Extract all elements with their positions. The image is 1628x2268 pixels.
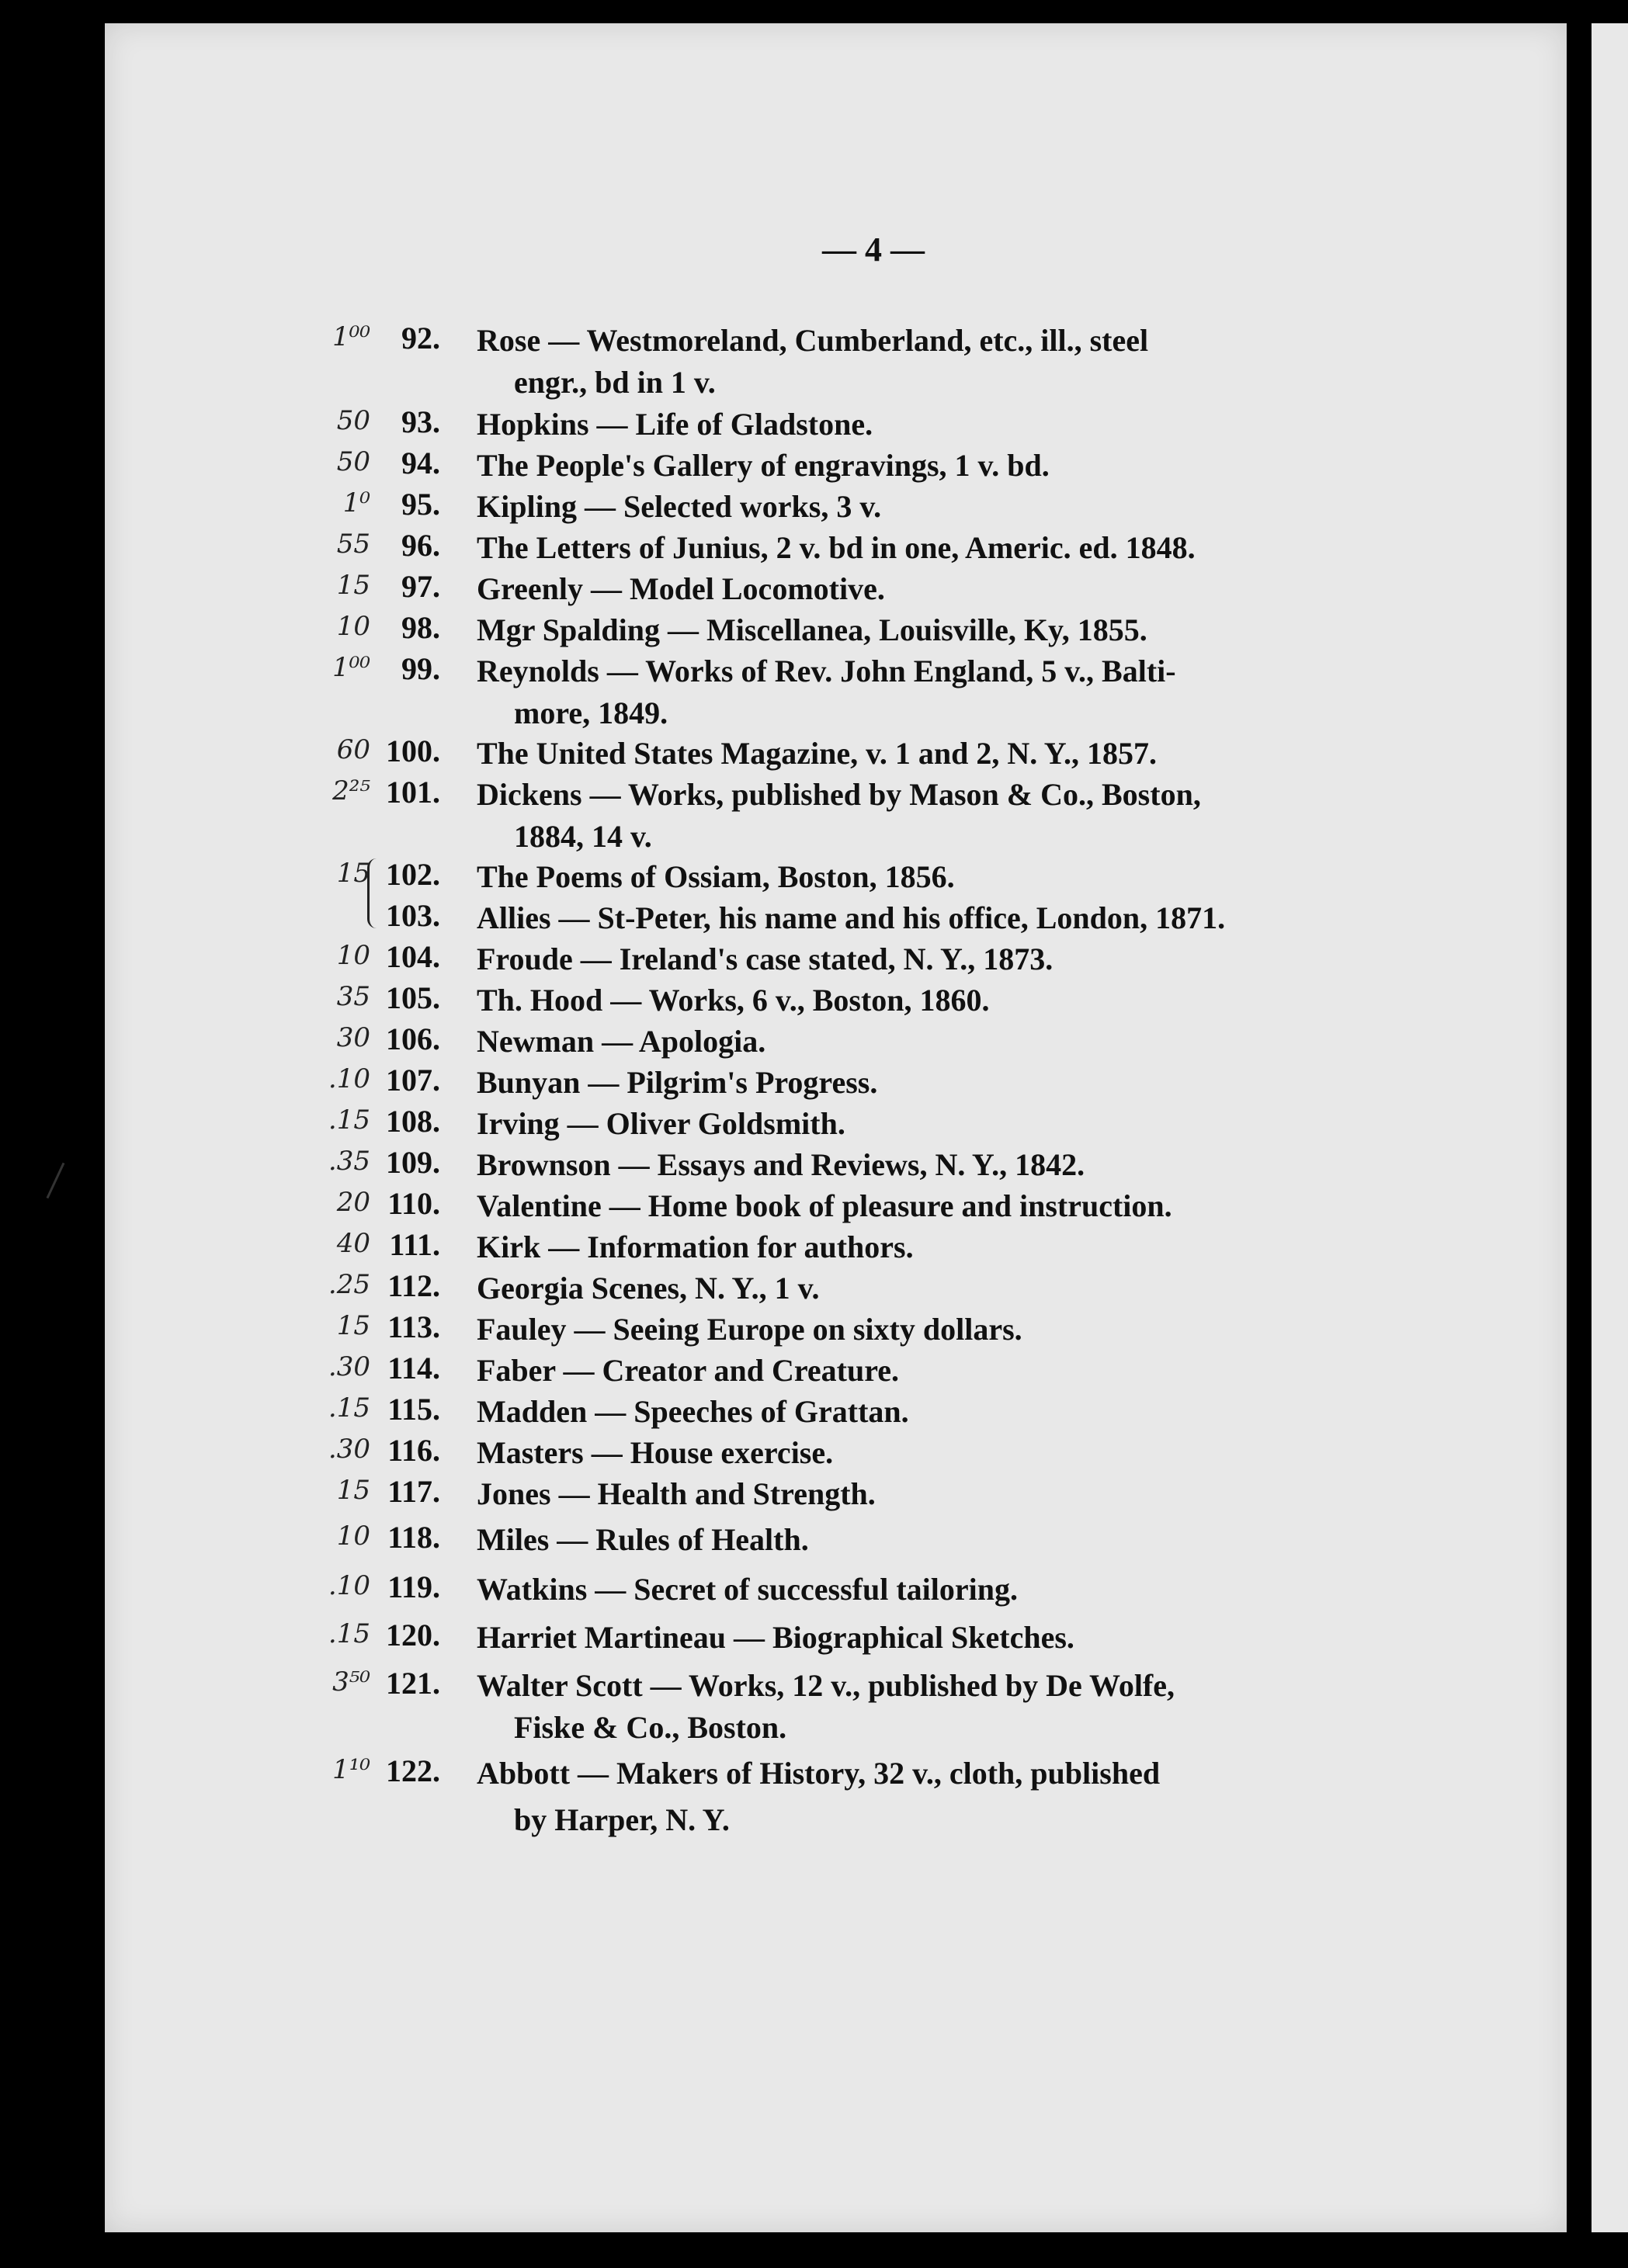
entry-text: Froude — Ireland's case stated, N. Y., 1873. xyxy=(477,942,1054,976)
handwritten-price: 10 xyxy=(336,940,370,971)
catalog-entry xyxy=(0,1617,1628,1657)
catalog-entry xyxy=(0,1350,1628,1390)
catalog-entry xyxy=(0,609,1628,650)
handwritten-price: .25 xyxy=(328,1269,370,1300)
entry-line: Walter Scott — Works, 12 v., published by De Wolfe, xyxy=(477,1668,1175,1703)
handwritten-price: .10 xyxy=(328,1063,370,1094)
entry-number: 94. xyxy=(401,446,440,480)
entry-number: 119. xyxy=(387,1569,440,1604)
catalog-entry xyxy=(0,980,1628,1020)
entry-number: 110. xyxy=(387,1186,440,1221)
handwritten-price: 1⁰ xyxy=(342,487,370,518)
entry-line-continued: by Harper, N. Y. xyxy=(514,1802,730,1837)
entry-text: Hopkins — Life of Gladstone. xyxy=(477,407,873,442)
catalog-entry xyxy=(0,897,1628,938)
entry-line-continued: more, 1849. xyxy=(514,695,668,730)
entry-number: 113. xyxy=(387,1309,440,1344)
entry-text: Kirk — Information for authors. xyxy=(477,1229,914,1264)
entry-text: The Poems of Ossiam, Boston, 1856. xyxy=(477,859,955,894)
catalog-entry xyxy=(0,856,1628,896)
entry-number: 122. xyxy=(386,1753,440,1788)
entry-text: Th. Hood — Works, 6 v., Boston, 1860. xyxy=(477,983,990,1018)
handwritten-price: 50 xyxy=(336,446,370,477)
catalog-entry xyxy=(0,1519,1628,1559)
entry-number: 100. xyxy=(386,733,440,768)
entry-number: 93. xyxy=(401,404,440,439)
handwritten-price: 30 xyxy=(336,1022,370,1053)
catalog-entry xyxy=(0,568,1628,609)
catalog-entry xyxy=(0,1309,1628,1349)
entry-number: 108. xyxy=(386,1104,440,1139)
handwritten-price: 10 xyxy=(336,1521,370,1552)
catalog-entry xyxy=(0,1103,1628,1143)
entry-number: 107. xyxy=(386,1063,440,1098)
entry-number: 96. xyxy=(401,528,440,563)
entry-text: Brownson — Essays and Reviews, N. Y., 1842. xyxy=(477,1147,1085,1182)
catalog-entry xyxy=(0,774,1628,854)
handwritten-price: 60 xyxy=(336,734,370,765)
catalog-entry xyxy=(0,650,1628,730)
handwritten-price: 2²⁵ xyxy=(332,775,370,806)
handwritten-price: .35 xyxy=(328,1146,370,1177)
handwritten-price: 1¹⁰ xyxy=(332,1754,370,1785)
handwritten-price: 35 xyxy=(336,981,370,1012)
catalog-entry xyxy=(0,1753,1628,1837)
catalog-entry xyxy=(0,1473,1628,1514)
entry-number: 92. xyxy=(401,321,440,355)
handwritten-price: 15 xyxy=(336,858,370,889)
entry-number: 102. xyxy=(386,857,440,892)
entry-number: 98. xyxy=(401,610,440,645)
handwritten-price: 15 xyxy=(336,570,370,601)
entry-text: Irving — Oliver Goldsmith. xyxy=(477,1106,845,1141)
catalog-entry xyxy=(0,938,1628,979)
entry-text: Kipling — Selected works, 3 v. xyxy=(477,489,882,524)
handwritten-price: .30 xyxy=(328,1434,370,1465)
handwritten-price: 55 xyxy=(336,529,370,560)
catalog-entry xyxy=(0,527,1628,567)
catalog-entry xyxy=(0,1432,1628,1472)
entry-text: Greenly — Model Locomotive. xyxy=(477,571,885,606)
page-number: — 4 — xyxy=(822,231,925,269)
entry-text: Watkins — Secret of successful tailoring. xyxy=(477,1572,1019,1607)
entry-text: The United States Magazine, v. 1 and 2, N. Y., 1857. xyxy=(477,736,1157,771)
entry-line: Rose — Westmoreland, Cumberland, etc., ill., steel xyxy=(477,323,1149,358)
handwritten-price: 1⁰⁰ xyxy=(332,652,370,683)
entry-number: 105. xyxy=(386,980,440,1015)
entry-line: Abbott — Makers of History, 32 v., cloth, published xyxy=(477,1756,1161,1791)
entry-line-continued: Fiske & Co., Boston. xyxy=(514,1710,787,1745)
catalog-entry xyxy=(0,1391,1628,1431)
catalog-entry xyxy=(0,1062,1628,1102)
entry-number: 95. xyxy=(401,487,440,522)
entry-number: 115. xyxy=(387,1392,440,1427)
entry-text: Valentine — Home book of pleasure and instruction. xyxy=(477,1188,1172,1223)
handwritten-price: .15 xyxy=(328,1392,370,1424)
handwritten-price: 40 xyxy=(336,1228,370,1259)
catalog-entry xyxy=(0,733,1628,773)
entry-number: 103. xyxy=(386,898,440,933)
entry-number: 116. xyxy=(387,1433,440,1468)
entry-line-continued: engr., bd in 1 v. xyxy=(514,365,716,400)
entry-number: 112. xyxy=(387,1268,440,1303)
entry-number: 106. xyxy=(386,1021,440,1056)
handwritten-price: 10 xyxy=(336,611,370,642)
catalog-entry xyxy=(0,486,1628,526)
entry-number: 114. xyxy=(387,1351,440,1385)
catalog-entry xyxy=(0,1185,1628,1226)
entry-number: 117. xyxy=(387,1474,440,1509)
entry-text: Jones — Health and Strength. xyxy=(477,1476,876,1511)
handwritten-price: 20 xyxy=(336,1187,370,1218)
catalog-entry xyxy=(0,320,1628,400)
entry-number: 118. xyxy=(387,1520,440,1555)
entry-text: Bunyan — Pilgrim's Progress. xyxy=(477,1065,878,1100)
handwritten-price: .15 xyxy=(328,1618,370,1649)
entry-number: 111. xyxy=(389,1227,440,1262)
entry-number: 120. xyxy=(386,1618,440,1652)
catalog-entry xyxy=(0,1665,1628,1745)
entry-text: The People's Gallery of engravings, 1 v. bd. xyxy=(477,448,1050,483)
entry-number: 97. xyxy=(401,569,440,604)
entry-text: Mgr Spalding — Miscellanea, Louisville, Ky, 1855. xyxy=(477,612,1147,647)
entry-number: 109. xyxy=(386,1145,440,1180)
catalog-entry xyxy=(0,1268,1628,1308)
entry-text xyxy=(477,1665,1366,1749)
handwritten-price: 1⁰⁰ xyxy=(332,321,370,352)
entry-text xyxy=(477,774,1366,858)
handwritten-price: 15 xyxy=(336,1310,370,1341)
entry-text: Allies — St-Peter, his name and his office, London, 1871. xyxy=(477,900,1226,935)
catalog-entry xyxy=(0,404,1628,444)
entry-number: 104. xyxy=(386,939,440,974)
entry-text: Georgia Scenes, N. Y., 1 v. xyxy=(477,1271,820,1306)
entry-text xyxy=(477,320,1366,404)
catalog-entry xyxy=(0,445,1628,485)
entry-number: 121. xyxy=(386,1666,440,1701)
entry-number: 101. xyxy=(386,775,440,810)
entry-text: Miles — Rules of Health. xyxy=(477,1522,809,1557)
catalog-entry xyxy=(0,1144,1628,1184)
entry-text: Masters — House exercise. xyxy=(477,1435,834,1470)
entry-number: 99. xyxy=(401,651,440,686)
entry-text: Madden — Speeches of Grattan. xyxy=(477,1394,909,1429)
entry-text: Newman — Apologia. xyxy=(477,1024,766,1059)
handwritten-price: .10 xyxy=(328,1570,370,1601)
handwritten-price: 3⁵⁰ xyxy=(332,1666,370,1698)
catalog-entry xyxy=(0,1021,1628,1061)
handwritten-price: .15 xyxy=(328,1105,370,1136)
catalog-entry xyxy=(0,1226,1628,1267)
entry-text: The Letters of Junius, 2 v. bd in one, Americ. ed. 1848. xyxy=(477,530,1196,565)
entry-line-continued: 1884, 14 v. xyxy=(514,819,652,854)
handwritten-price: 15 xyxy=(336,1475,370,1506)
entry-text: Faber — Creator and Creature. xyxy=(477,1353,900,1388)
entry-line: Reynolds — Works of Rev. John England, 5 v., Balti- xyxy=(477,654,1176,688)
entry-text xyxy=(477,650,1366,734)
entry-line: Dickens — Works, published by Mason & Co., Boston, xyxy=(477,777,1201,812)
catalog-entry xyxy=(0,1569,1628,1609)
entry-text: Fauley — Seeing Europe on sixty dollars. xyxy=(477,1312,1022,1347)
handwritten-price: 50 xyxy=(336,405,370,436)
handwritten-price: .30 xyxy=(328,1351,370,1382)
entry-text: Harriet Martineau — Biographical Sketches. xyxy=(477,1620,1074,1655)
entry-text xyxy=(477,1753,1366,1841)
